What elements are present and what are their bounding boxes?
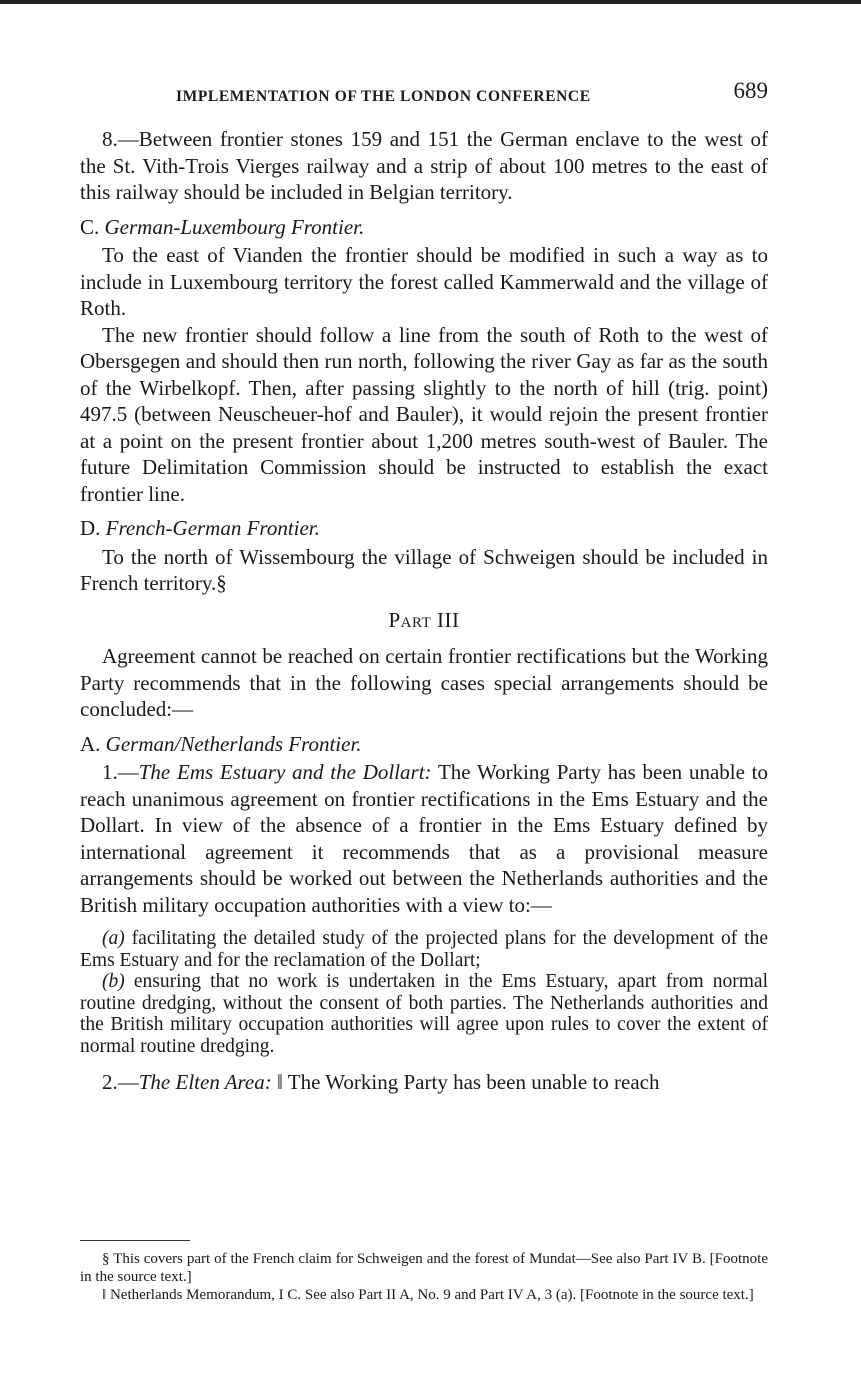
sub-item-b-text: ensuring that no work is undertaken in the Ems Estuary, apart from normal routine dredging, without the consent of both parties. The Netherlands authorities and the British military occupation authorities will agree upon rules to cover the extent of normal routine dredging. bbox=[80, 971, 768, 1057]
section-d-paragraph-1: To the north of Wissembourg the village of Schweigen should be included in French territory.§ bbox=[80, 544, 768, 595]
page-number: 689 bbox=[733, 78, 768, 103]
section-a-title: German/Netherlands Frontier. bbox=[105, 731, 362, 756]
footnote-section-sign: § This covers part of the French claim for Schweigen and the forest of Mundat—See also Part IV B. [Footnote in the source text.] bbox=[80, 1251, 768, 1285]
paragraph-8: 8.—Between frontier stones 159 and 151 the German enclave to the west of the St. Vith-Trois Vierges railway and a strip of about 100 metres to the east of this railway should be included in Belgian territory. bbox=[80, 127, 768, 204]
page-header bbox=[80, 78, 768, 114]
part-3-intro: Agreement cannot be reached on certain frontier rectifications but the Working Party recommends that in the following cases special arrangements should be concluded:— bbox=[80, 644, 768, 721]
sub-item-a-label: (a) bbox=[102, 928, 125, 949]
item-2-number: 2.— bbox=[102, 1070, 139, 1094]
section-c-paragraph-2: The new frontier should follow a line from the south of Roth to the west of Obersgegen and should then run north, following the river Gay as far as the south of the Wirbelkopf. Then, after passing slightly to the north of hill (trig. point) 497.5 (between Neuscheuer-hof and Bauler), it would rejoin the present frontier at a point on the present frontier about 1,200 metres south-west of Bauler. The future Delimitation Commission should be instructed to establish the exact frontier line. bbox=[80, 322, 768, 506]
sub-item-a-text: facilitating the detailed study of the projected plans for the development of the Ems Estuary and for the reclamation of the Dollart; bbox=[80, 928, 768, 971]
section-a-heading bbox=[80, 731, 768, 758]
sub-item-b bbox=[80, 971, 768, 1057]
item-2-title: The Elten Area: bbox=[138, 1070, 272, 1094]
footnote-parallel-sign: ‖ Netherlands Memorandum, I C. See also Part II A, No. 9 and Part IV A, 3 (a). [Footnote in the source text.] bbox=[102, 1287, 754, 1303]
item-1-text: The Working Party has been unable to reach unanimous agreement on frontier rectifications in the Ems Estuary and the Dollart. In view of the absence of a frontier in the Ems Estuary defined by international agreement it recommends that as a provisional measure arrangements should be worked out between the Netherlands authorities and the British military occupation authorities with a view to:— bbox=[80, 760, 769, 917]
footnotes bbox=[80, 1250, 768, 1304]
top-border-rule bbox=[0, 0, 861, 4]
footnote-divider bbox=[80, 1240, 190, 1241]
sub-item-a bbox=[80, 928, 768, 971]
section-d-title: French-German Frontier. bbox=[105, 516, 320, 540]
sub-item-b-label: (b) bbox=[102, 971, 125, 992]
item-1-title: The Ems Estuary and the Dollart: bbox=[138, 760, 432, 784]
section-d-letter: D. bbox=[80, 516, 101, 540]
main-text bbox=[80, 126, 768, 1096]
item-1-number: 1.— bbox=[102, 760, 139, 784]
section-c-paragraph-1: To the east of Vianden the frontier should be modified in such a way as to include in Luxembourg territory the forest called Kammerwald and the village of Roth. bbox=[80, 243, 768, 320]
item-2-text: ‖ The Working Party has been unable to reach bbox=[276, 1070, 660, 1094]
running-title: IMPLEMENTATION OF THE LONDON CONFERENCE bbox=[176, 88, 591, 105]
section-d-heading bbox=[80, 515, 768, 542]
part-heading: Part III bbox=[388, 607, 460, 632]
item-2-paragraph bbox=[80, 1069, 768, 1096]
section-c-letter: C. bbox=[80, 214, 100, 239]
section-c-title: German-Luxembourg Frontier. bbox=[104, 214, 365, 239]
section-c-heading bbox=[80, 214, 768, 241]
section-a-letter: A. bbox=[80, 731, 101, 756]
item-1-paragraph bbox=[80, 759, 768, 918]
